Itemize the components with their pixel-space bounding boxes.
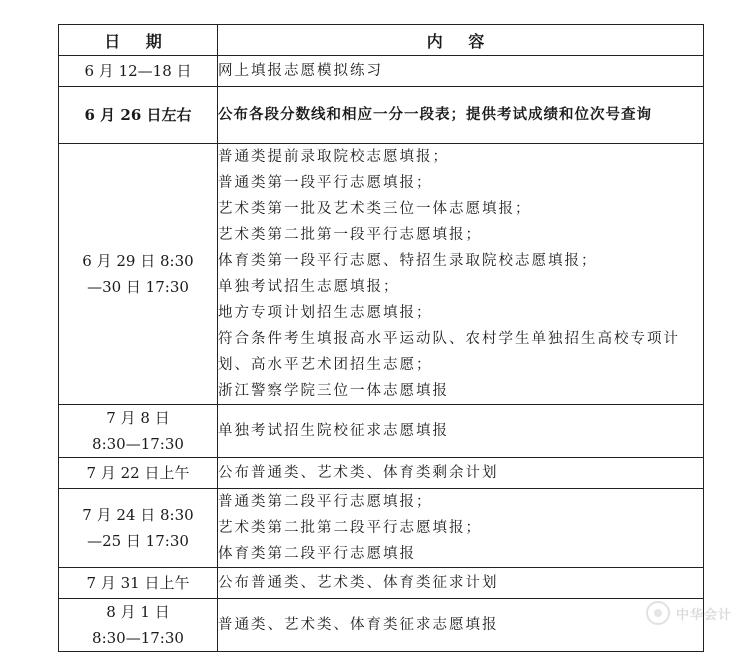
content-line: 地方专项计划招生志愿填报；	[218, 305, 433, 321]
date-line: 6 月 26 日左右	[84, 106, 192, 124]
watermark	[646, 601, 732, 625]
date-cell	[59, 87, 218, 144]
table-row	[59, 405, 704, 458]
content-cell	[218, 599, 704, 652]
date-line: 7 月 31 日上午	[86, 574, 190, 592]
date-line: 7 月 22 日上午	[86, 464, 190, 482]
content-line: 普通类第二段平行志愿填报；	[218, 494, 433, 510]
table-row	[59, 87, 704, 144]
table-row	[59, 144, 704, 405]
watermark-text: 中华会计	[675, 607, 732, 623]
date-line: 8:30—17:30	[92, 435, 184, 453]
content-line: 单独考试招生志愿填报；	[218, 279, 400, 295]
table-header-row	[59, 25, 704, 56]
content-cell	[218, 458, 704, 489]
table-row	[59, 489, 704, 568]
content-line: 普通类提前录取院校志愿填报；	[218, 149, 449, 165]
content-line: 体育类第二段平行志愿填报	[218, 546, 416, 562]
content-line: 浙江警察学院三位一体志愿填报	[218, 383, 449, 399]
date-line: —30 日 17:30	[87, 278, 189, 296]
watermark-logo-icon	[646, 601, 670, 625]
date-cell	[59, 489, 218, 568]
table-row	[59, 458, 704, 489]
header-content: 内 容	[218, 25, 704, 56]
date-cell	[59, 568, 218, 599]
content-line: 艺术类第一批及艺术类三位一体志愿填报；	[218, 201, 532, 217]
date-cell	[59, 599, 218, 652]
date-cell	[59, 56, 218, 87]
content-cell	[218, 56, 704, 87]
content-line: 艺术类第二批第一段平行志愿填报；	[218, 227, 482, 243]
content-line: 艺术类第二批第二段平行志愿填报；	[218, 520, 482, 536]
header-date: 日 期	[59, 25, 218, 56]
date-cell	[59, 405, 218, 458]
content-line: 普通类第一段平行志愿填报；	[218, 175, 433, 191]
content-cell	[218, 489, 704, 568]
table-row	[59, 56, 704, 87]
content-cell	[218, 405, 704, 458]
date-line: 6 月 29 日 8:30	[82, 252, 194, 270]
date-cell	[59, 458, 218, 489]
date-line: 8:30—17:30	[92, 629, 184, 647]
schedule-table	[58, 24, 704, 652]
date-line: 7 月 24 日 8:30	[82, 506, 194, 524]
date-line: —25 日 17:30	[87, 532, 189, 550]
content-line: 公布普通类、艺术类、体育类剩余计划	[218, 465, 499, 481]
content-line: 公布普通类、艺术类、体育类征求计划	[218, 575, 499, 591]
table-row	[59, 568, 704, 599]
table-row	[59, 599, 704, 652]
date-line: 8 月 1 日	[106, 603, 170, 621]
content-line: 普通类、艺术类、体育类征求志愿填报	[218, 617, 499, 633]
content-line: 网上填报志愿模拟练习	[218, 63, 383, 79]
date-line: 6 月 12—18 日	[84, 62, 192, 80]
content-line: 体育类第一段平行志愿、特招生录取院校志愿填报；	[218, 253, 598, 269]
content-cell	[218, 144, 704, 405]
content-cell	[218, 568, 704, 599]
date-line: 7 月 8 日	[106, 409, 170, 427]
date-cell	[59, 144, 218, 405]
content-line: 单独考试招生院校征求志愿填报	[218, 423, 449, 439]
content-cell	[218, 87, 704, 144]
content-line: 公布各段分数线和相应一分一段表；提供考试成绩和位次号查询	[218, 107, 652, 123]
content-line: 符合条件考生填报高水平运动队、农村学生单独招生高校专项计划、高水平艺术团招生志愿；	[218, 331, 680, 373]
